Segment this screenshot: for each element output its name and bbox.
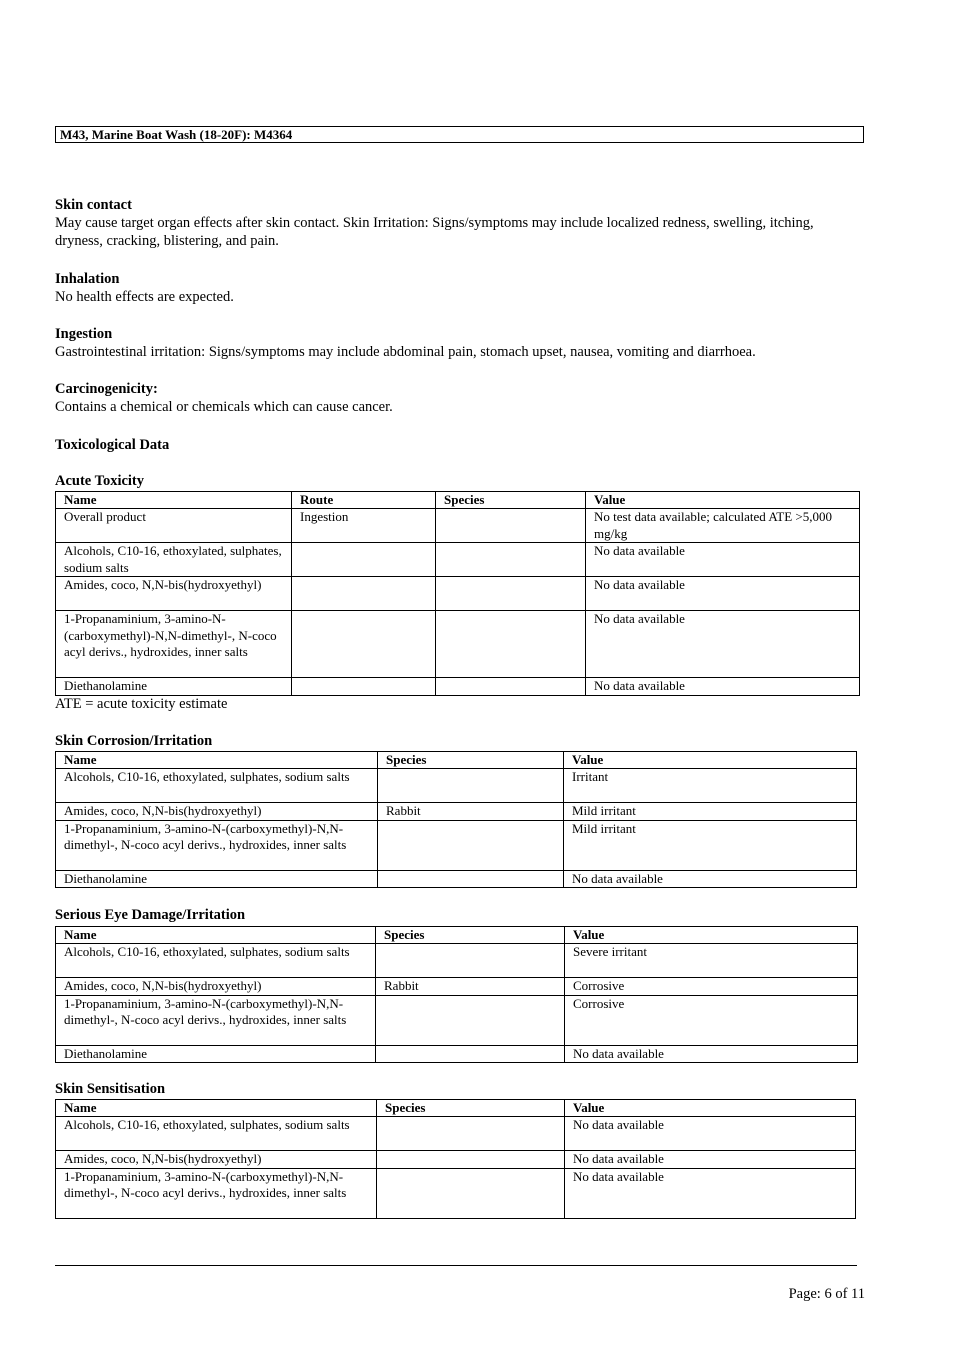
table-cell: Corrosive bbox=[565, 995, 858, 1045]
table-cell: Mild irritant bbox=[564, 803, 857, 820]
table-cell: No data available bbox=[586, 678, 860, 695]
column-header: Species bbox=[376, 927, 565, 944]
table-cell bbox=[377, 1151, 565, 1168]
table-row bbox=[56, 978, 858, 995]
table-cell: Corrosive bbox=[565, 978, 858, 995]
table-cell bbox=[377, 1168, 565, 1218]
table-cell bbox=[436, 611, 586, 678]
table-cell bbox=[436, 577, 586, 611]
table-header-row bbox=[56, 492, 860, 509]
table-cell: No data available bbox=[565, 1168, 856, 1218]
column-header: Name bbox=[56, 1100, 377, 1117]
column-header: Species bbox=[377, 1100, 565, 1117]
table-cell: Irritant bbox=[564, 769, 857, 803]
table-cell: Alcohols, C10-16, ethoxylated, sulphates, sodium salts bbox=[56, 944, 376, 978]
table-row bbox=[56, 995, 858, 1045]
table-cell bbox=[292, 611, 436, 678]
table-cell: Alcohols, C10-16, ethoxylated, sulphates, sodium salts bbox=[56, 1117, 377, 1151]
skin-contact-heading: Skin contact bbox=[55, 197, 132, 213]
table-cell: No data available bbox=[586, 543, 860, 577]
table-cell: Rabbit bbox=[378, 803, 564, 820]
table-row bbox=[56, 509, 860, 543]
carcinogenicity-text: Contains a chemical or chemicals which can cause cancer. bbox=[55, 399, 393, 415]
eye-damage-heading: Serious Eye Damage/Irritation bbox=[55, 907, 246, 923]
table-cell: Alcohols, C10-16, ethoxylated, sulphates, sodium salts bbox=[56, 769, 378, 803]
column-header: Name bbox=[56, 492, 292, 509]
ingestion-heading: Ingestion bbox=[55, 326, 113, 342]
column-header: Species bbox=[378, 752, 564, 769]
table-cell: No data available bbox=[586, 577, 860, 611]
column-header: Name bbox=[56, 752, 378, 769]
table-cell: 1-Propanaminium, 3-amino-N-(carboxymethyl)-N,N-dimethyl-, N-coco acyl derivs., hydroxides, inner salts bbox=[56, 995, 376, 1045]
table-cell: Amides, coco, N,N-bis(hydroxyethyl) bbox=[56, 577, 292, 611]
table-cell: Rabbit bbox=[376, 978, 565, 995]
document-header: M43, Marine Boat Wash (18-20F): M4364 bbox=[55, 126, 864, 143]
inhalation-heading: Inhalation bbox=[55, 271, 120, 287]
table-row bbox=[56, 870, 857, 887]
table-row bbox=[56, 543, 860, 577]
table-cell: Amides, coco, N,N-bis(hydroxyethyl) bbox=[56, 803, 378, 820]
table-cell: No test data available; calculated ATE >5,000 mg/kg bbox=[586, 509, 860, 543]
table-cell: No data available bbox=[564, 870, 857, 887]
table-header-row bbox=[56, 1100, 856, 1117]
table-cell: Overall product bbox=[56, 509, 292, 543]
table-row bbox=[56, 944, 858, 978]
column-header: Value bbox=[565, 927, 858, 944]
table-cell: Mild irritant bbox=[564, 820, 857, 870]
table-row bbox=[56, 611, 860, 678]
table-row bbox=[56, 577, 860, 611]
column-header: Name bbox=[56, 927, 376, 944]
table-cell bbox=[292, 577, 436, 611]
table-cell: 1-Propanaminium, 3-amino-N-(carboxymethyl)-N,N-dimethyl-, N-coco acyl derivs., hydroxides, inner salts bbox=[56, 1168, 377, 1218]
acute-toxicity-table bbox=[55, 491, 860, 696]
table-cell: 1-Propanaminium, 3-amino-N-(carboxymethyl)-N,N-dimethyl-, N-coco acyl derivs., hydroxides, inner salts bbox=[56, 820, 378, 870]
table-cell bbox=[436, 509, 586, 543]
column-header: Route bbox=[292, 492, 436, 509]
page-number: Page: 6 of 11 bbox=[788, 1286, 865, 1302]
skin-corrosion-heading: Skin Corrosion/Irritation bbox=[55, 733, 213, 749]
eye-damage-table bbox=[55, 926, 858, 1063]
table-cell bbox=[292, 678, 436, 695]
ingestion-text: Gastrointestinal irritation: Signs/symptoms may include abdominal pain, stomach upset, nausea, vomiting and diarrhoea. bbox=[55, 344, 756, 360]
table-cell: No data available bbox=[565, 1151, 856, 1168]
table-row bbox=[56, 1117, 856, 1151]
skin-sensitisation-heading: Skin Sensitisation bbox=[55, 1081, 166, 1097]
table-cell bbox=[378, 820, 564, 870]
footer-divider bbox=[55, 1265, 857, 1266]
table-row bbox=[56, 1151, 856, 1168]
table-cell: No data available bbox=[586, 611, 860, 678]
table-header-row bbox=[56, 752, 857, 769]
table-cell bbox=[376, 944, 565, 978]
table-row bbox=[56, 769, 857, 803]
skin-contact-text: May cause target organ effects after skin contact. Skin Irritation: Signs/symptoms may include localized redness, swelling, itching, dryness, cracking, blistering, and pain. bbox=[55, 215, 814, 249]
table-cell: Amides, coco, N,N-bis(hydroxyethyl) bbox=[56, 978, 376, 995]
table-cell bbox=[378, 769, 564, 803]
table-cell: No data available bbox=[565, 1045, 858, 1062]
toxicological-data-heading: Toxicological Data bbox=[55, 437, 170, 453]
table-cell: No data available bbox=[565, 1117, 856, 1151]
carcinogenicity-heading: Carcinogenicity: bbox=[55, 381, 158, 397]
table-cell bbox=[436, 543, 586, 577]
table-cell: Alcohols, C10-16, ethoxylated, sulphates, sodium salts bbox=[56, 543, 292, 577]
table-row bbox=[56, 820, 857, 870]
skin-sensitisation-table bbox=[55, 1099, 856, 1219]
ate-note: ATE = acute toxicity estimate bbox=[55, 696, 228, 712]
table-cell bbox=[292, 543, 436, 577]
column-header: Species bbox=[436, 492, 586, 509]
table-cell: Diethanolamine bbox=[56, 678, 292, 695]
table-row bbox=[56, 678, 860, 695]
table-cell: Ingestion bbox=[292, 509, 436, 543]
table-cell: 1-Propanaminium, 3-amino-N-(carboxymethyl)-N,N-dimethyl-, N-coco acyl derivs., hydroxides, inner salts bbox=[56, 611, 292, 678]
table-row bbox=[56, 1168, 856, 1218]
table-cell: Diethanolamine bbox=[56, 1045, 376, 1062]
table-cell bbox=[377, 1117, 565, 1151]
table-cell: Amides, coco, N,N-bis(hydroxyethyl) bbox=[56, 1151, 377, 1168]
table-cell: Diethanolamine bbox=[56, 870, 378, 887]
column-header: Value bbox=[565, 1100, 856, 1117]
inhalation-text: No health effects are expected. bbox=[55, 289, 234, 305]
table-row bbox=[56, 803, 857, 820]
table-cell bbox=[436, 678, 586, 695]
acute-toxicity-heading: Acute Toxicity bbox=[55, 473, 145, 489]
skin-corrosion-table bbox=[55, 751, 857, 888]
table-cell bbox=[376, 1045, 565, 1062]
table-row bbox=[56, 1045, 858, 1062]
table-header-row bbox=[56, 927, 858, 944]
column-header: Value bbox=[564, 752, 857, 769]
table-cell bbox=[376, 995, 565, 1045]
column-header: Value bbox=[586, 492, 860, 509]
table-cell bbox=[378, 870, 564, 887]
table-cell: Severe irritant bbox=[565, 944, 858, 978]
